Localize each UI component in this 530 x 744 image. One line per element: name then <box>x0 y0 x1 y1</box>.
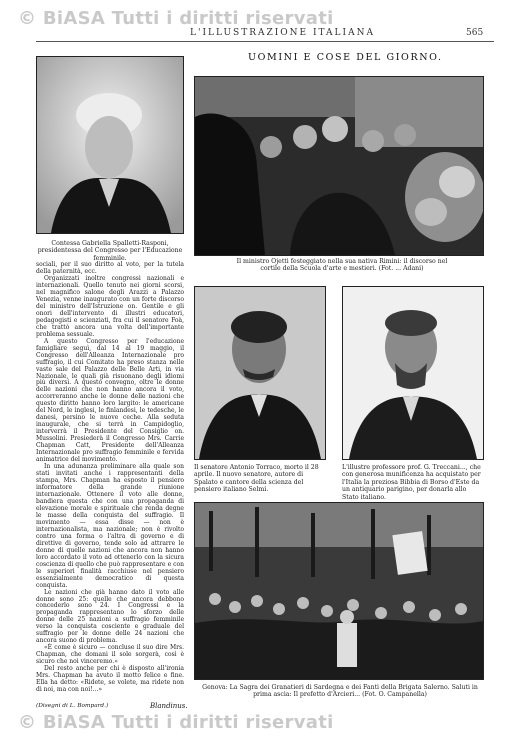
portrait-caption: Contessa Gabriella Spalletti-Rasponi, presidentessa del Congresso per l'Educazione femminile. <box>37 240 183 262</box>
section-title: UOMINI E COSE DEL GIORNO. <box>248 52 443 63</box>
magazine-header: L'ILLUSTRAZIONE ITALIANA <box>190 28 375 38</box>
article-body <box>36 262 184 694</box>
illustration-credit: (Disegni di L. Bompard.) <box>36 703 109 709</box>
header-rule <box>36 41 494 42</box>
torraco-photo <box>194 286 326 460</box>
watermark-bottom: © BiASA Tutti i diritti riservati <box>18 712 334 733</box>
portrait-photo <box>36 56 184 234</box>
article-paragraph: In una adunanza preliminare alla quale son stati invitati anche i rappresentanti della stampa, Mrs. Chapman ha esposto il pensiero informatore della grande riunione internazionale. Ottenere il voto alle donne, bandiera questa che con una propaganda di elevazione morale e spirituale che renda degne le masse della conquista del suffragio. Il movimento — essa disse — non è internazionalista, ma nazionale; non è rivolto contro una forma o l'altra di governo e di direttive di governo, tende solo ad attrarre le donne di quelle nazioni che ancora non hanno loro accordato il voto ad ottenerlo con la sicura coscienza di quello che può rappresentare e con le superiori finalità racchiuse nel pensiero essenzialmente democratico di questa conquista. <box>36 463 184 589</box>
watermark-top: © BiASA Tutti i diritti riservati <box>18 8 334 29</box>
minister-caption: Il ministro Ojetti festeggiato nella sua nativa Rimini: il discorso nel cortile della Scuola d'arte e mestieri. (Fot. ... Adani) <box>236 258 448 273</box>
article-paragraph: Del resto anche per chi è disposto all'ironia Mrs. Chapman ha avuto il motto felice e fine. Ella ha detto: «Ridete, se volete, ma ridete non di noi, ma con noi!...» <box>36 665 184 694</box>
article-paragraph: Organizzati inoltre congressi nazionali e internazionali. Quello tenuto nei giorni scorsi, nel magnifico salone degli Arazzi a Palazzo Venezia, venne inaugurato con un forte discorso del ministro dell'Istruzione on. Gentile e gli onori dell'intervento di illustri educatori, pedagogisti e scienziati, fra cui il senatore Foà, che trattò ancora una volta dell'importante problema sessuale. <box>36 274 184 338</box>
ceremony-caption: Genova: La Sagra dei Granatieri di Sardegna e dei Fanti della Brigata Salerno. Saluti in prima ascia: Il prefetto d'Arcieri... (Fot. O. Campanella) <box>202 684 478 699</box>
torraco-caption: Il senatore Antonio Torraco, morto il 28 aprile. Il nuovo senatore, autore di Spalato e cantore della scienza del pensiero italiano Selmi. <box>194 464 319 494</box>
page-number: 565 <box>466 28 484 38</box>
professor-caption: L'illustre professore prof. G. Treccani..., che con generosa munificenza ha acquistato per l'Italia la preziosa Bibbia di Borso d'Este da un antiquario parigino, per donarla allo Stato italiano. <box>342 464 481 501</box>
professor-photo <box>342 286 484 460</box>
article-paragraph: Le nazioni che già hanno dato il voto alle donne sono 25: quelle che ancora debbono concederlo sono 24. I Congressi e la propaganda rappresentano lo sforzo delle donne delle 25 nazioni a suffragio femminile verso la conquista cosciente e graduale del suffragio per le donne delle 24 nazioni che ancora suono di problema. <box>36 588 184 645</box>
article-paragraph: «È come è sicuro — concluse il suo dire Mrs. Chapman, che domani il sole sorgerà, così è sicuro che noi vinceremo.» <box>36 644 184 666</box>
author-signature: Blandinus. <box>150 702 188 710</box>
minister-photo <box>194 76 484 256</box>
article-paragraph: A questo Congresso per l'educazione famigliare seguì, dal 14 al 19 maggio, il Congresso dell'Alleanza Internazionale pro suffragio, il cui Comitato ha preso stanza nelle vaste sale del Palazzo delle Belle Arti, in via Nazionale, le quali già risuonano degli idiomi più diversi. A questo convegno, oltre le donne delle nazioni che non hanno ancora il voto, accorreranno anche le donne delle nazioni che questo diritto hanno loro largito: le americane del Nord, le inglesi, le finlandesi, le tedesche, le danesi, persino le nuove ceche. Alla seduta inaugurale, che si terrà in Campidoglio, interverrà il Presidente del Consiglio on. Mussolini. Presiederà il Congresso Mrs. Carrie Chapman Catt, Presidente dell'Alleanza Internazionale pro suffragio femminile e fervida animatrice del movimento. <box>36 337 184 464</box>
article-paragraph: sociali, per il suo diritto al voto, per la tutela della paternità, ecc. <box>36 261 184 275</box>
ceremony-photo <box>194 502 484 680</box>
